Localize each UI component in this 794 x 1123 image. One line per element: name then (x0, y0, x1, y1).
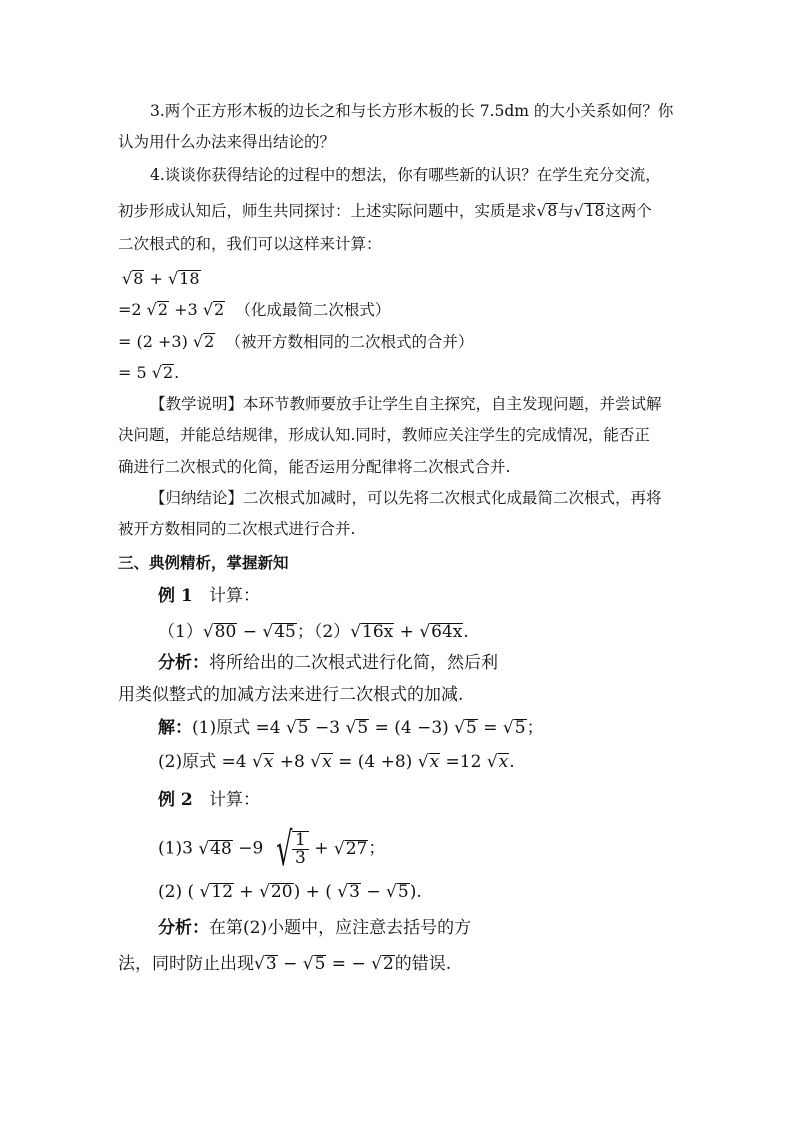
example-1-solution-line-2 (158, 753, 515, 771)
solution-tag: 解： (158, 718, 192, 738)
text: = (4 −3) (369, 718, 455, 738)
sqrt-sign: √ (167, 269, 179, 288)
radicand: 5 (357, 718, 369, 738)
example-label: 例 2 (158, 790, 193, 810)
text: +8 (274, 752, 311, 772)
text: (1)3 (158, 838, 199, 859)
analysis-tag: 分析： (158, 918, 209, 938)
radicand: 3 (265, 954, 277, 974)
sqrt-sign: √ (419, 622, 431, 642)
radicand: 2 (157, 300, 169, 319)
sqrt-sign: √ (251, 752, 263, 772)
denominator: 3 (294, 848, 306, 868)
sqrt-sign: √ (202, 622, 214, 642)
text: . (509, 752, 515, 772)
operator: + (308, 838, 334, 859)
teaching-note-line-3: 确进行二次根式的化简，能否运用分配律将二次根式合并. (118, 458, 511, 476)
text: ； (526, 718, 544, 738)
numerator: 1 (292, 832, 309, 850)
example-1-problem (158, 623, 469, 641)
question-4-line-2 (118, 203, 652, 220)
radicand: 5 (397, 882, 409, 902)
operator: + (394, 622, 420, 642)
text: 法，同时防止出现 (118, 954, 254, 974)
radicand: 2 (162, 363, 174, 382)
radicand: 64x (431, 622, 463, 642)
radicand: 20 (270, 882, 293, 902)
conclusion-tag: 【归纳结论】 (150, 489, 244, 507)
calc-line-4 (118, 364, 179, 381)
radicand: x (429, 752, 440, 772)
radicand: 27 (345, 838, 368, 859)
sqrt-sign: √ (386, 882, 397, 902)
sqrt-sign: √ (275, 822, 292, 876)
calc-line-3 (118, 333, 474, 351)
text: 这两个 (605, 202, 652, 220)
text: ；（2） (296, 622, 351, 642)
sqrt-sign: √ (202, 300, 214, 319)
text: −3 (309, 718, 346, 738)
example-1-analysis-line-1 (158, 655, 498, 672)
teaching-note-tag: 【教学说明】 (150, 395, 244, 413)
question-4-line-3: 二次根式的和，我们可以这样来计算： (118, 235, 382, 253)
text: = (2 +3) (118, 332, 193, 351)
sqrt-sign: √ (122, 269, 133, 288)
sqrt-sign: √ (192, 332, 204, 351)
sqrt-sign: √ (146, 300, 157, 319)
radicand: 5 (514, 718, 526, 738)
text: (1)原式 =4 (192, 718, 286, 738)
radicand: 5 (314, 954, 326, 974)
radicand: 18 (584, 202, 605, 220)
text: = 5 (118, 363, 152, 382)
operator: − (237, 622, 263, 642)
text: . (174, 363, 180, 382)
question-3-line-2: 认为用什么办法来得出结论的？ (118, 133, 336, 151)
text: (2) ( (158, 882, 200, 902)
text: . (463, 622, 469, 642)
text: ； (368, 838, 386, 859)
radicand: 16x (362, 622, 394, 642)
example-2-analysis-line-1 (158, 920, 471, 937)
calc-line-2 (118, 301, 390, 319)
radicand: 8 (547, 202, 558, 220)
sqrt-sign: √ (345, 718, 357, 738)
sqrt-sign: √ (536, 202, 547, 220)
operator: + (234, 882, 260, 902)
example-label: 例 1 (158, 586, 193, 606)
conclusion-line-2: 被开方数相同的二次根式进行合并. (118, 520, 356, 538)
text: −9 (232, 838, 269, 859)
example-command: 计算： (208, 586, 260, 606)
calc-note: （化成最简二次根式） (235, 301, 391, 319)
operator: = − (326, 954, 372, 974)
text: +3 (169, 300, 203, 319)
example-1-solution-line-1 (158, 719, 544, 737)
text: 本环节教师要放手让学生自主探究，自主发现问题，并尝试解 (243, 395, 662, 413)
radicand: 8 (133, 269, 144, 288)
text: 将所给出的二次根式进行化简，然后利 (209, 653, 498, 673)
sqrt-sign: √ (502, 718, 514, 738)
sqrt-sign: √ (262, 622, 274, 642)
sqrt-sign: √ (337, 882, 349, 902)
example-2-heading (158, 792, 260, 809)
radicand: 2 (204, 332, 215, 351)
text: =2 (118, 300, 147, 319)
sqrt-sign: √ (371, 954, 382, 974)
sqrt-sign: √ (302, 954, 314, 974)
question-4-line-1: 4.谈谈你获得结论的过程中的想法，你有哪些新的认识？在学生充分交流， (150, 166, 661, 184)
radicand: 2 (382, 954, 394, 974)
example-2-problem-2 (158, 883, 422, 901)
sqrt-sign: √ (333, 838, 345, 859)
radicand: 48 (210, 838, 232, 859)
radicand: 45 (274, 622, 296, 642)
example-2-problem-1 (158, 822, 386, 876)
sqrt-sign: √ (310, 752, 322, 772)
text: 在第(2)小题中，应注意去括号的方 (209, 918, 472, 938)
sqrt-sign: √ (198, 838, 210, 859)
radicand: 5 (466, 718, 477, 738)
text: 的错误. (394, 954, 452, 974)
text: 二次根式加减时，可以先将二次根式化成最简二次根式，再将 (243, 489, 662, 507)
analysis-tag: 分析： (158, 653, 209, 673)
sqrt-sign: √ (254, 954, 265, 974)
text: = (4 +8) (332, 752, 418, 772)
sqrt-sign: √ (454, 718, 466, 738)
sqrt-sign: √ (151, 363, 162, 382)
example-command: 计算： (208, 790, 260, 810)
question-3-line-1: 3.两个正方形木板的边长之和与长方形木板的长 7.5dm 的大小关系如何？你 (150, 102, 674, 120)
radicand: 2 (214, 300, 225, 319)
text: (2)原式 =4 (158, 752, 252, 772)
text: =12 (440, 752, 487, 772)
example-1-heading (158, 588, 260, 605)
operator: − (277, 954, 303, 974)
radicand: 12 (211, 882, 234, 902)
sqrt-sign: √ (486, 752, 498, 772)
calc-note: （被开方数相同的二次根式的合并） (225, 333, 474, 351)
radicand: 18 (179, 269, 200, 288)
sqrt-sign: √ (350, 622, 362, 642)
radicand: 3 (349, 882, 360, 902)
radicand: x (322, 752, 332, 772)
sqrt-sign: √ (199, 882, 211, 902)
radicand: 5 (297, 718, 309, 738)
sqrt-sign: √ (259, 882, 270, 902)
teaching-note-line-1 (150, 397, 662, 413)
operator: + (144, 269, 168, 288)
text: 初步形成认知后，师生共同探讨：上述实际问题中，实质是求 (118, 202, 537, 220)
text: ) + ( (293, 882, 338, 902)
section-heading: 三、典例精析，掌握新知 (118, 553, 289, 572)
example-1-analysis-line-2: 用类似整式的加减方法来进行二次根式的加减. (118, 685, 464, 705)
sqrt-sign: √ (285, 718, 297, 738)
radicand: x (498, 752, 509, 772)
fraction (292, 831, 309, 867)
conclusion-line-1 (150, 491, 662, 507)
example-2-analysis-line-2 (118, 955, 451, 973)
radicand: x (263, 752, 274, 772)
sqrt-sign: √ (417, 752, 429, 772)
radicand: 80 (214, 622, 237, 642)
text: = (477, 718, 503, 738)
text: 与 (558, 202, 574, 220)
text: （1） (158, 622, 203, 642)
text: ). (409, 882, 422, 902)
teaching-note-line-2: 决问题，并能总结规律，形成认知.同时，教师应关注学生的完成情况，能否正 (118, 426, 650, 444)
sqrt-sign: √ (573, 202, 584, 220)
operator: − (360, 882, 387, 902)
calc-line-1 (122, 270, 201, 287)
